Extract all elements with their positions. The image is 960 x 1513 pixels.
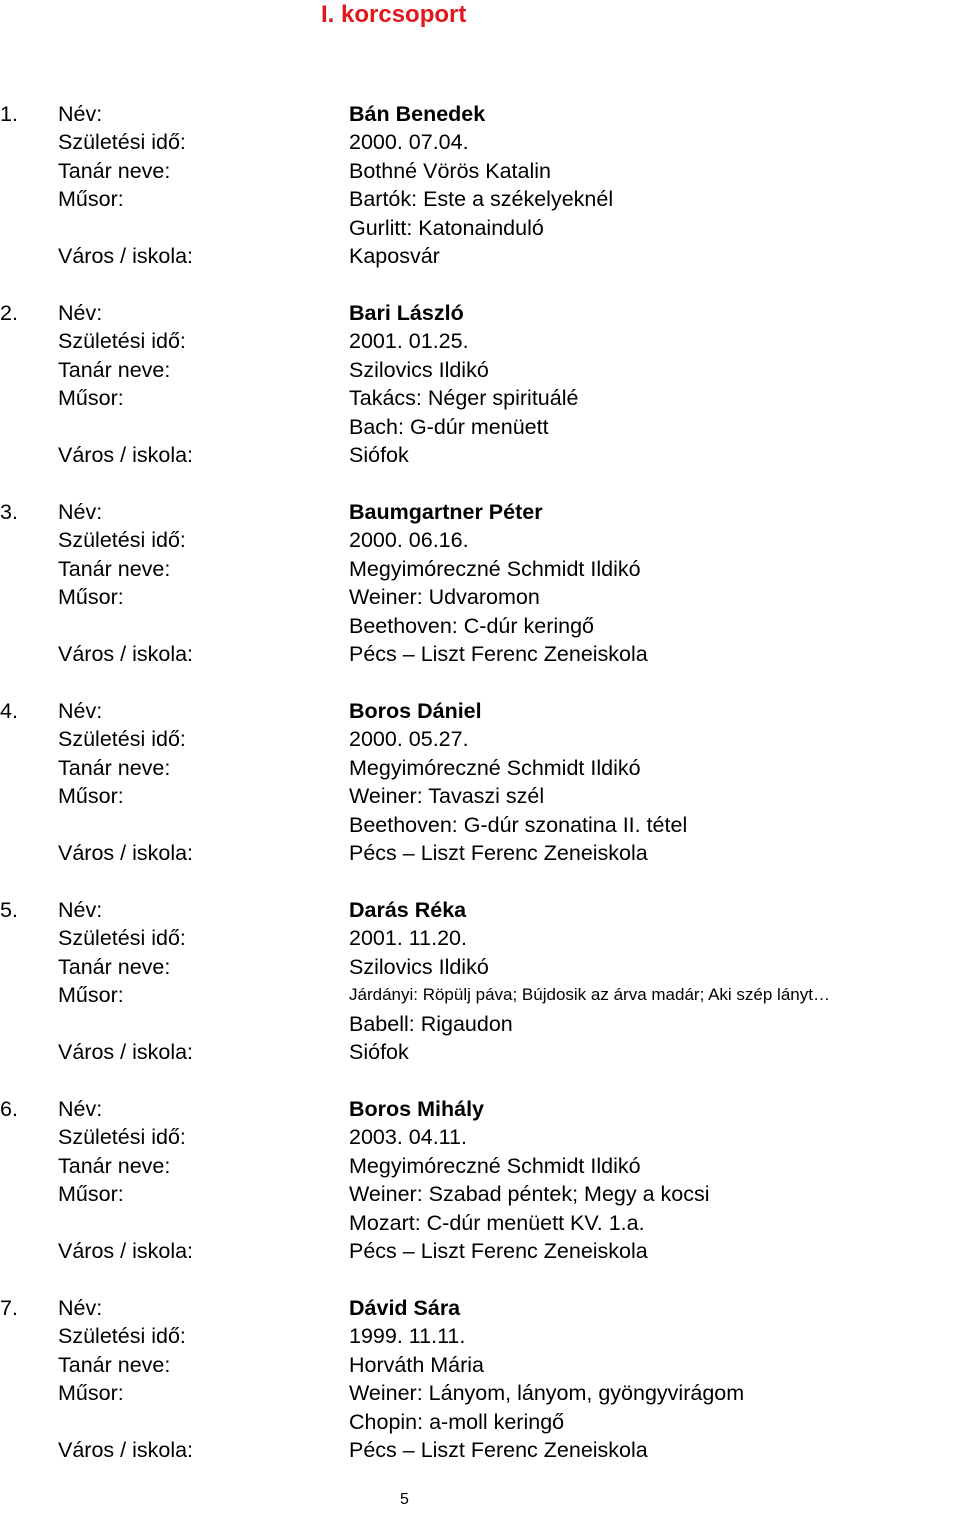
entry-number: 6. (0, 1097, 18, 1121)
teacher-row (0, 953, 960, 981)
teacher-value: Szilovics Ildikó (349, 357, 489, 382)
entry-number: 3. (0, 500, 18, 524)
city-row (0, 640, 960, 668)
city-value: Kaposvár (349, 243, 440, 268)
program-value-1: Weiner: Lányom, lányom, gyöngyvirágom (349, 1381, 745, 1406)
city-label: Város / iskola: (58, 641, 194, 666)
program-value-1: Járdányi: Röpülj páva; Bújdosik az árva madár; Aki szép lányt… (349, 985, 830, 1005)
birth-label: Születési idő: (58, 926, 186, 951)
city-value: Pécs – Liszt Ferenc Zeneiskola (349, 641, 648, 666)
program-value-1: Takács: Néger spirituálé (349, 386, 579, 411)
program-value-2: Mozart: C-dúr menüett KV. 1.a. (349, 1210, 645, 1235)
name-row (0, 100, 960, 128)
program-label: Műsor: (58, 983, 124, 1008)
teacher-label: Tanár neve: (58, 357, 171, 382)
birth-label: Születési idő: (58, 1125, 186, 1150)
program-row (0, 384, 960, 412)
name-label: Név: (58, 1097, 103, 1121)
name-value: Bán Benedek (349, 102, 486, 126)
teacher-value: Szilovics Ildikó (349, 954, 489, 979)
birth-label: Születési idő: (58, 528, 186, 553)
teacher-row (0, 356, 960, 384)
program-label: Műsor: (58, 1182, 124, 1207)
city-label: Város / iskola: (58, 840, 194, 865)
teacher-label: Tanár neve: (58, 755, 171, 780)
name-value: Darás Réka (349, 898, 467, 922)
program-row (0, 583, 960, 611)
city-row (0, 242, 960, 270)
city-row (0, 1038, 960, 1066)
city-label: Város / iskola: (58, 1039, 194, 1064)
name-row (0, 1294, 960, 1322)
program-row-2 (0, 413, 960, 441)
program-label: Műsor: (58, 585, 124, 610)
name-row (0, 498, 960, 526)
program-row (0, 782, 960, 810)
program-row-2 (0, 214, 960, 242)
name-row (0, 896, 960, 924)
program-label: Műsor: (58, 784, 124, 809)
birth-value: 1999. 11.11. (349, 1324, 466, 1349)
program-value-2: Beethoven: G-dúr szonatina II. tétel (349, 812, 688, 837)
teacher-row (0, 157, 960, 185)
city-row (0, 1237, 960, 1265)
program-row-2 (0, 811, 960, 839)
city-value: Pécs – Liszt Ferenc Zeneiskola (349, 1238, 648, 1263)
teacher-label: Tanár neve: (58, 158, 171, 183)
teacher-row (0, 555, 960, 583)
entry (0, 1294, 960, 1493)
program-row (0, 1180, 960, 1208)
teacher-row (0, 1351, 960, 1379)
name-value: Bari László (349, 301, 464, 325)
entry (0, 100, 960, 299)
birth-value: 2001. 11.20. (349, 926, 467, 951)
birth-label: Születési idő: (58, 130, 186, 155)
program-value-2: Bach: G-dúr menüett (349, 414, 549, 439)
city-row (0, 441, 960, 469)
entry-number: 7. (0, 1296, 18, 1320)
program-row (0, 981, 960, 1009)
entry (0, 498, 960, 697)
entry (0, 697, 960, 896)
program-row-2 (0, 1209, 960, 1237)
birth-row (0, 526, 960, 554)
birth-label: Születési idő: (58, 727, 186, 752)
entry-number: 5. (0, 898, 18, 922)
entry-number: 2. (0, 301, 18, 325)
teacher-value: Bothné Vörös Katalin (349, 158, 551, 183)
program-row-2 (0, 612, 960, 640)
name-row (0, 697, 960, 725)
name-value: Baumgartner Péter (349, 500, 543, 524)
teacher-value: Horváth Mária (349, 1352, 485, 1377)
name-label: Név: (58, 500, 103, 524)
city-value: Pécs – Liszt Ferenc Zeneiskola (349, 840, 648, 865)
program-row (0, 185, 960, 213)
birth-row (0, 327, 960, 355)
name-label: Név: (58, 699, 103, 723)
birth-value: 2003. 04.11. (349, 1125, 467, 1150)
teacher-value: Megyimóreczné Schmidt Ildikó (349, 755, 641, 780)
city-label: Város / iskola: (58, 243, 194, 268)
name-value: Dávid Sára (349, 1296, 461, 1320)
program-value-1: Weiner: Szabad péntek; Megy a kocsi (349, 1182, 710, 1207)
teacher-row (0, 754, 960, 782)
birth-row (0, 1123, 960, 1151)
page-title: I. korcsoport (321, 1, 467, 28)
program-label: Műsor: (58, 386, 124, 411)
program-value-2: Beethoven: C-dúr keringő (349, 613, 595, 638)
birth-row (0, 1322, 960, 1350)
entry (0, 299, 960, 498)
teacher-value: Megyimóreczné Schmidt Ildikó (349, 556, 641, 581)
page-number: 5 (400, 1491, 409, 1508)
entry-number: 4. (0, 699, 18, 723)
program-row-2 (0, 1408, 960, 1436)
city-label: Város / iskola: (58, 1437, 194, 1462)
program-value-1: Bartók: Este a székelyeknél (349, 187, 614, 212)
city-row (0, 839, 960, 867)
program-value-2: Babell: Rigaudon (349, 1011, 513, 1036)
name-value: Boros Dániel (349, 699, 482, 723)
city-value: Siófok (349, 442, 409, 467)
city-label: Város / iskola: (58, 442, 194, 467)
birth-value: 2000. 07.04. (349, 130, 469, 155)
program-row (0, 1379, 960, 1407)
program-label: Műsor: (58, 187, 124, 212)
name-label: Név: (58, 102, 103, 126)
birth-row (0, 725, 960, 753)
program-value-2: Chopin: a-moll keringő (349, 1409, 565, 1434)
name-row (0, 1095, 960, 1123)
birth-value: 2001. 01.25. (349, 329, 469, 354)
birth-value: 2000. 06.16. (349, 528, 469, 553)
program-value-2: Gurlitt: Katonainduló (349, 215, 544, 240)
city-row (0, 1436, 960, 1464)
city-label: Város / iskola: (58, 1238, 194, 1263)
teacher-label: Tanár neve: (58, 1153, 171, 1178)
entry-list (0, 100, 960, 1493)
program-row-2 (0, 1010, 960, 1038)
teacher-label: Tanár neve: (58, 556, 171, 581)
name-value: Boros Mihály (349, 1097, 484, 1121)
name-label: Név: (58, 301, 103, 325)
teacher-row (0, 1152, 960, 1180)
name-row (0, 299, 960, 327)
birth-label: Születési idő: (58, 329, 186, 354)
teacher-value: Megyimóreczné Schmidt Ildikó (349, 1153, 641, 1178)
name-label: Név: (58, 898, 103, 922)
entry-number: 1. (0, 102, 18, 126)
teacher-label: Tanár neve: (58, 1352, 171, 1377)
teacher-label: Tanár neve: (58, 954, 171, 979)
entry (0, 1095, 960, 1294)
birth-label: Születési idő: (58, 1324, 186, 1349)
program-label: Műsor: (58, 1381, 124, 1406)
entry (0, 896, 960, 1095)
birth-row (0, 924, 960, 952)
city-value: Siófok (349, 1039, 409, 1064)
name-label: Név: (58, 1296, 103, 1320)
birth-value: 2000. 05.27. (349, 727, 469, 752)
city-value: Pécs – Liszt Ferenc Zeneiskola (349, 1437, 648, 1462)
program-value-1: Weiner: Tavaszi szél (349, 784, 545, 809)
birth-row (0, 128, 960, 156)
program-value-1: Weiner: Udvaromon (349, 585, 540, 610)
